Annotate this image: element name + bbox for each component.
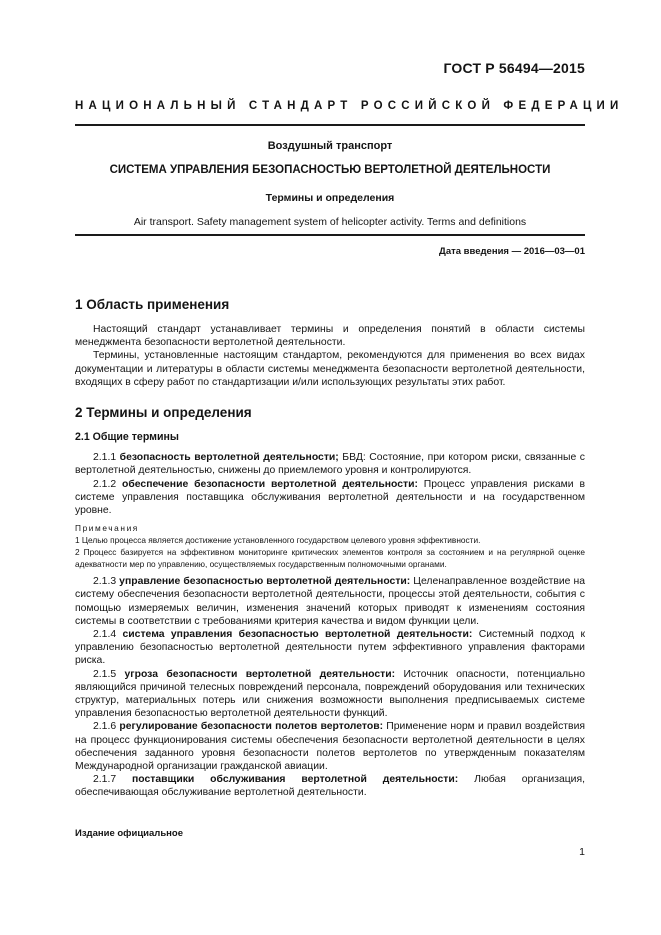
term-number: 2.1.5 xyxy=(93,668,117,680)
term-number: 2.1.4 xyxy=(93,629,117,641)
term-number: 2.1.7 xyxy=(93,774,117,786)
official-edition-label: Издание официальное xyxy=(75,828,183,839)
english-title: Air transport. Safety management system of helicopter activity. Terms and definitions xyxy=(133,216,527,228)
term-entry xyxy=(75,478,585,518)
section-1-paragraph: Настоящий стандарт устанавливает термины и определения понятий в области системы менеджмента безопасности вертолетной деятельности. xyxy=(75,324,585,349)
term-name: управление безопасностью вертолетной деятельности: xyxy=(119,576,411,588)
document-code: ГОСТ Р 56494—2015 xyxy=(443,60,585,76)
introduction-date: Дата введения — 2016—03—01 xyxy=(439,246,585,257)
page-number: 1 xyxy=(579,846,585,858)
term-definition: Процесс управления рисками в системе управления поставщика обслуживания вертолетной деятельности и на государственном уровне. xyxy=(75,478,585,517)
subsection-heading: 2.1 Общие термины xyxy=(75,431,179,444)
term-definition: Системный подход к управлению безопасностью вертолетной деятельности путем эффективного управления факторами риска. xyxy=(75,629,586,667)
main-title: СИСТЕМА УПРАВЛЕНИЯ БЕЗОПАСНОСТЬЮ ВЕРТОЛЕТНОЙ ДЕЯТЕЛЬНОСТИ xyxy=(109,164,551,176)
divider-top xyxy=(75,124,585,126)
term-number: 2.1.1 xyxy=(93,452,117,464)
term-definition: БВД: Состояние, при котором риски, связанные с вертолетной деятельностью, снижены до приемлемого уровня и контролируются. xyxy=(75,452,585,477)
notes-title: Примечания xyxy=(75,523,139,534)
section-1-paragraph: Термины, установленные настоящим стандартом, рекомендуются для применения во всех видах документации и литературы в области системы менеджмента безопасности вертолетной деятельности, входящих в сферу работ по стандартизации и/или использующих результаты этих работ. xyxy=(75,350,585,388)
term-number: 2.1.2 xyxy=(93,478,117,490)
term-name: угроза безопасности вертолетной деятельности: xyxy=(124,668,396,680)
spacer xyxy=(75,389,585,405)
term-definition: Целенаправленное воздействие на систему обеспечения безопасности вертолетной деятельности, процессы этой деятельности, события с помощью измеряемых величин, изменения значений которых приводят к изменениям состояния системы в соответствии с требованиями критерия качества и видом функции цели. xyxy=(75,576,586,627)
note-item: 2 Процесс базируется на эффективном мониторинге критических элементов контроля за состоянием и на регулярной оценке адекватности мер по управлению, осуществляемых государственным полномочными органами. xyxy=(75,547,585,570)
document-body xyxy=(75,297,585,800)
term-name: поставщики обслуживания вертолетной деятельности: xyxy=(132,774,459,786)
term-definition: Источник опасности, потенциально являющийся причиной телесных повреждений персонала, повреждений оборудования или технических структур, материальных потерь или снижения возможности выполнения предписываемых системе управления безопасностью вертолетной деятельности функций. xyxy=(75,668,585,720)
term-entry xyxy=(75,628,585,668)
term-name: обеспечение безопасности вертолетной деятельности: xyxy=(122,478,418,490)
sub-title: Термины и определения xyxy=(265,192,395,204)
note-item: 1 Целью процесса является достижение установленного государством целевого уровня эффективности. xyxy=(75,535,481,546)
term-name: регулирование безопасности полетов вертолетов: xyxy=(119,721,384,733)
term-number: 2.1.6 xyxy=(93,721,117,733)
term-entry xyxy=(75,575,585,628)
term-name: безопасность вертолетной деятельности; xyxy=(119,452,339,464)
field-title: Воздушный транспорт xyxy=(267,140,393,152)
term-entry xyxy=(75,451,585,477)
term-definition: Применение норм и правил воздействия на процесс функционирования системы обеспечения безопасности вертолетной деятельности в целях обеспечения заданного уровня безопасности полетов вертолетов по утвержденным показателям Международной организации гражданской авиации. xyxy=(75,721,586,773)
term-number: 2.1.3 xyxy=(93,576,117,588)
term-entry xyxy=(75,720,585,773)
notes-block xyxy=(75,522,585,570)
term-entry xyxy=(75,773,585,799)
section-2-heading: 2 Термины и определения xyxy=(75,405,252,421)
section-1-heading: 1 Область применения xyxy=(75,297,230,312)
divider-bottom xyxy=(75,234,585,236)
national-standard-banner: НАЦИОНАЛЬНЫЙ СТАНДАРТ РОССИЙСКОЙ ФЕДЕРАЦИИ xyxy=(75,100,624,112)
term-name: система управления безопасностью вертолетной деятельности: xyxy=(122,629,473,641)
term-definition: Любая организация, обеспечивающая обслуживание вертолетной деятельности. xyxy=(75,774,586,799)
term-entry xyxy=(75,668,585,721)
